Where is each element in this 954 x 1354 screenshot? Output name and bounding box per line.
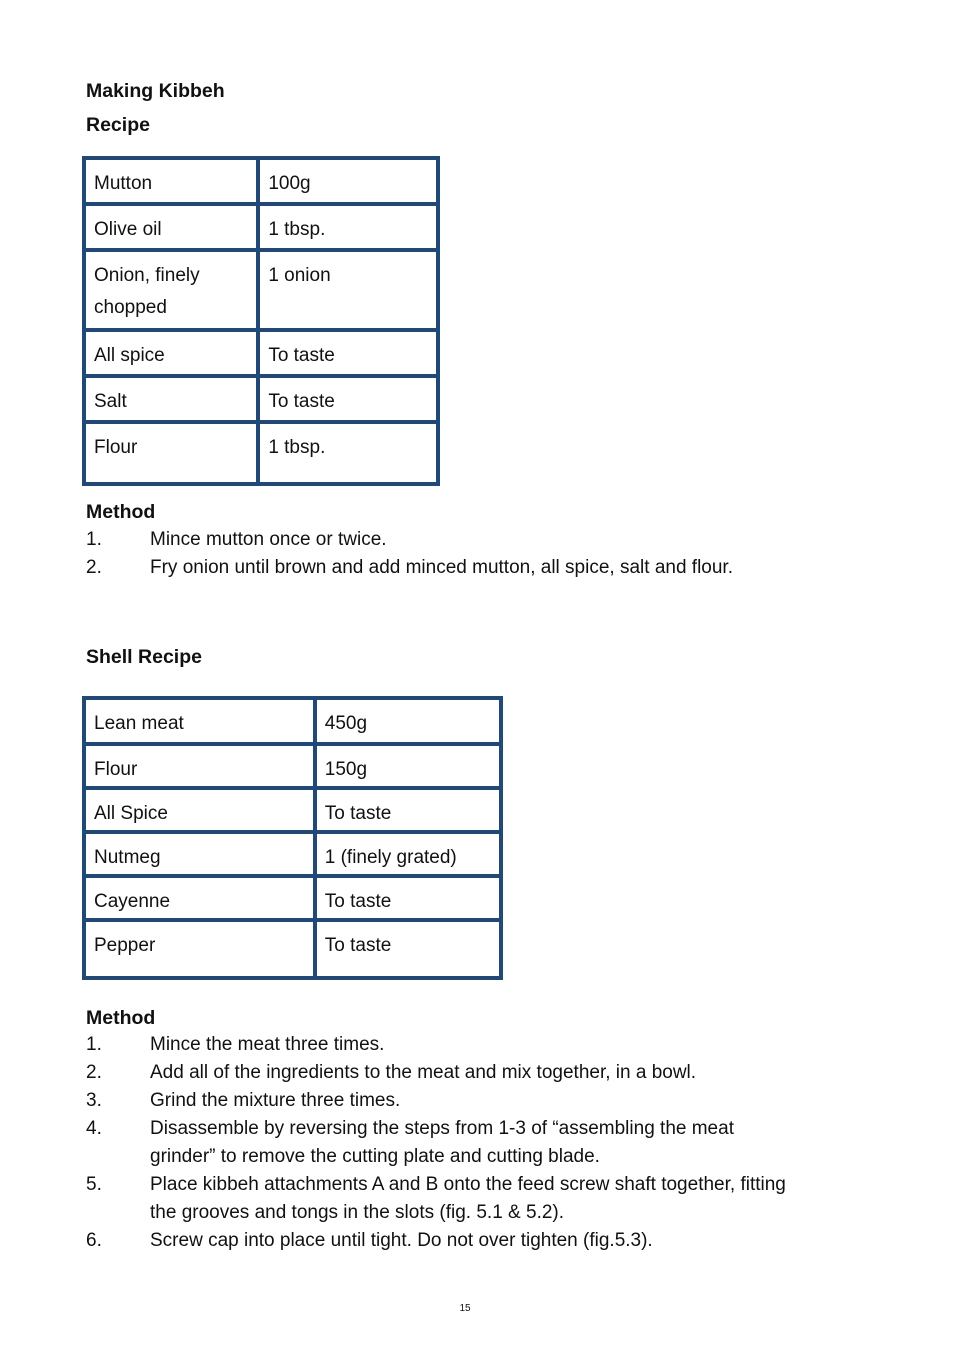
list-item [86,526,846,554]
shell-recipe-heading: Shell Recipe [86,646,202,668]
step-number: 2. [86,557,102,578]
ingredient-amount: To taste [315,920,501,978]
page-title: Making Kibbeh [86,80,225,102]
step-text: Mince mutton once or twice. [150,529,387,550]
step-number: 3. [86,1090,102,1111]
table-row [84,876,501,920]
method-steps [86,526,846,582]
list-item [86,1031,846,1059]
table-row [84,698,501,744]
step-text: Screw cap into place until tight. Do not over tighten (fig.5.3). [150,1230,653,1251]
table-row [84,788,501,832]
ingredient-name: Mutton [84,158,258,204]
method-steps [86,1031,846,1255]
shell-ingredients-table [82,696,503,980]
table-row [84,158,438,204]
ingredient-amount: 150g [315,744,501,788]
ingredient-name: Lean meat [84,698,315,744]
page-number: 15 [459,1303,471,1314]
ingredient-name: Olive oil [84,204,258,250]
ingredient-amount: 450g [315,698,501,744]
ingredient-amount: 1 tbsp. [258,204,438,250]
method-heading: Method [86,501,156,523]
table-row [84,920,501,978]
ingredient-amount: To taste [258,376,438,422]
filling-ingredients-table [82,156,440,486]
step-number: 6. [86,1230,102,1251]
table-row [84,744,501,788]
ingredient-amount: 100g [258,158,438,204]
ingredient-name: All Spice [84,788,315,832]
table-row [84,832,501,876]
table-row [84,422,438,484]
ingredient-amount: To taste [258,330,438,376]
method-heading: Method [86,1007,156,1029]
step-text: Add all of the ingredients to the meat and mix together, in a bowl. [150,1062,697,1083]
list-item [86,1171,810,1227]
recipe-subtitle: Recipe [86,114,150,136]
ingredient-amount: 1 onion [258,250,438,330]
table-row [84,330,438,376]
ingredient-name: Flour [84,422,258,484]
table-row [84,250,438,330]
list-item [86,554,846,582]
step-number: 4. [86,1118,102,1139]
step-number: 1. [86,529,102,550]
list-item [86,1115,800,1171]
step-text: Place kibbeh attachments A and B onto the feed screw shaft together, fitting the grooves and tongs in the slots (fig. 5.1 & 5.2). [150,1174,786,1223]
list-item [86,1087,846,1115]
step-text: Fry onion until brown and add minced mutton, all spice, salt and flour. [150,557,733,578]
ingredient-amount: To taste [315,788,501,832]
table-row [84,204,438,250]
ingredient-name: Pepper [84,920,315,978]
ingredient-name: Salt [84,376,258,422]
ingredient-name: Nutmeg [84,832,315,876]
step-text: Grind the mixture three times. [150,1090,401,1111]
ingredient-amount: 1 (finely grated) [315,832,501,876]
ingredient-name: Cayenne [84,876,315,920]
ingredient-amount: To taste [315,876,501,920]
ingredient-amount: 1 tbsp. [258,422,438,484]
table-row [84,376,438,422]
ingredient-name: Onion, finely chopped [84,250,258,330]
step-number: 5. [86,1174,102,1195]
step-text: Disassemble by reversing the steps from 1-3 of “assembling the meat grinder” to remove the cutting plate and cutting blade. [150,1118,734,1167]
list-item [86,1059,846,1087]
ingredient-name: All spice [84,330,258,376]
step-text: Mince the meat three times. [150,1034,385,1055]
step-number: 2. [86,1062,102,1083]
ingredient-name: Flour [84,744,315,788]
step-number: 1. [86,1034,102,1055]
list-item [86,1227,846,1255]
